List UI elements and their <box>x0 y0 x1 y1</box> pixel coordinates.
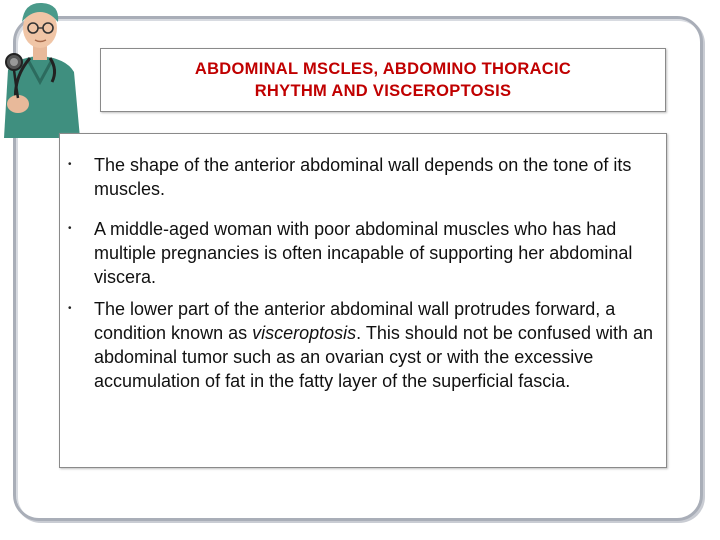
bullet-text <box>94 297 654 393</box>
bullet-marker: • <box>68 223 72 234</box>
bullet-marker: • <box>68 303 72 314</box>
bullet-text-start: The lower part of the anterior abdominal wall protrudes forward, a condition known as <box>94 299 616 343</box>
bullet-emphasis: visceroptosis <box>252 323 357 343</box>
bullet-text: A middle-aged woman with poor abdominal muscles who has had multiple pregnancies is often incapable of supporting her abdominal viscera. <box>94 219 633 287</box>
title-line-1: ABDOMINAL MSCLES, ABDOMINO THORACIC <box>194 60 572 78</box>
title-line-2: RHYTHM AND VISCEROPTOSIS <box>254 82 512 100</box>
content-box <box>59 133 667 468</box>
bullet-text: The shape of the anterior abdominal wall depends on the tone of its muscles. <box>94 155 632 199</box>
slide-title-box <box>100 48 666 112</box>
doctor-with-stethoscope-icon <box>0 0 82 138</box>
bullet-text-end: . This should not be confused with an abdominal tumor such as an ovarian cyst or with the excessive accumulation of fat in the fatty layer of the superficial fascia. <box>94 323 654 391</box>
bullet-marker: • <box>68 159 72 170</box>
